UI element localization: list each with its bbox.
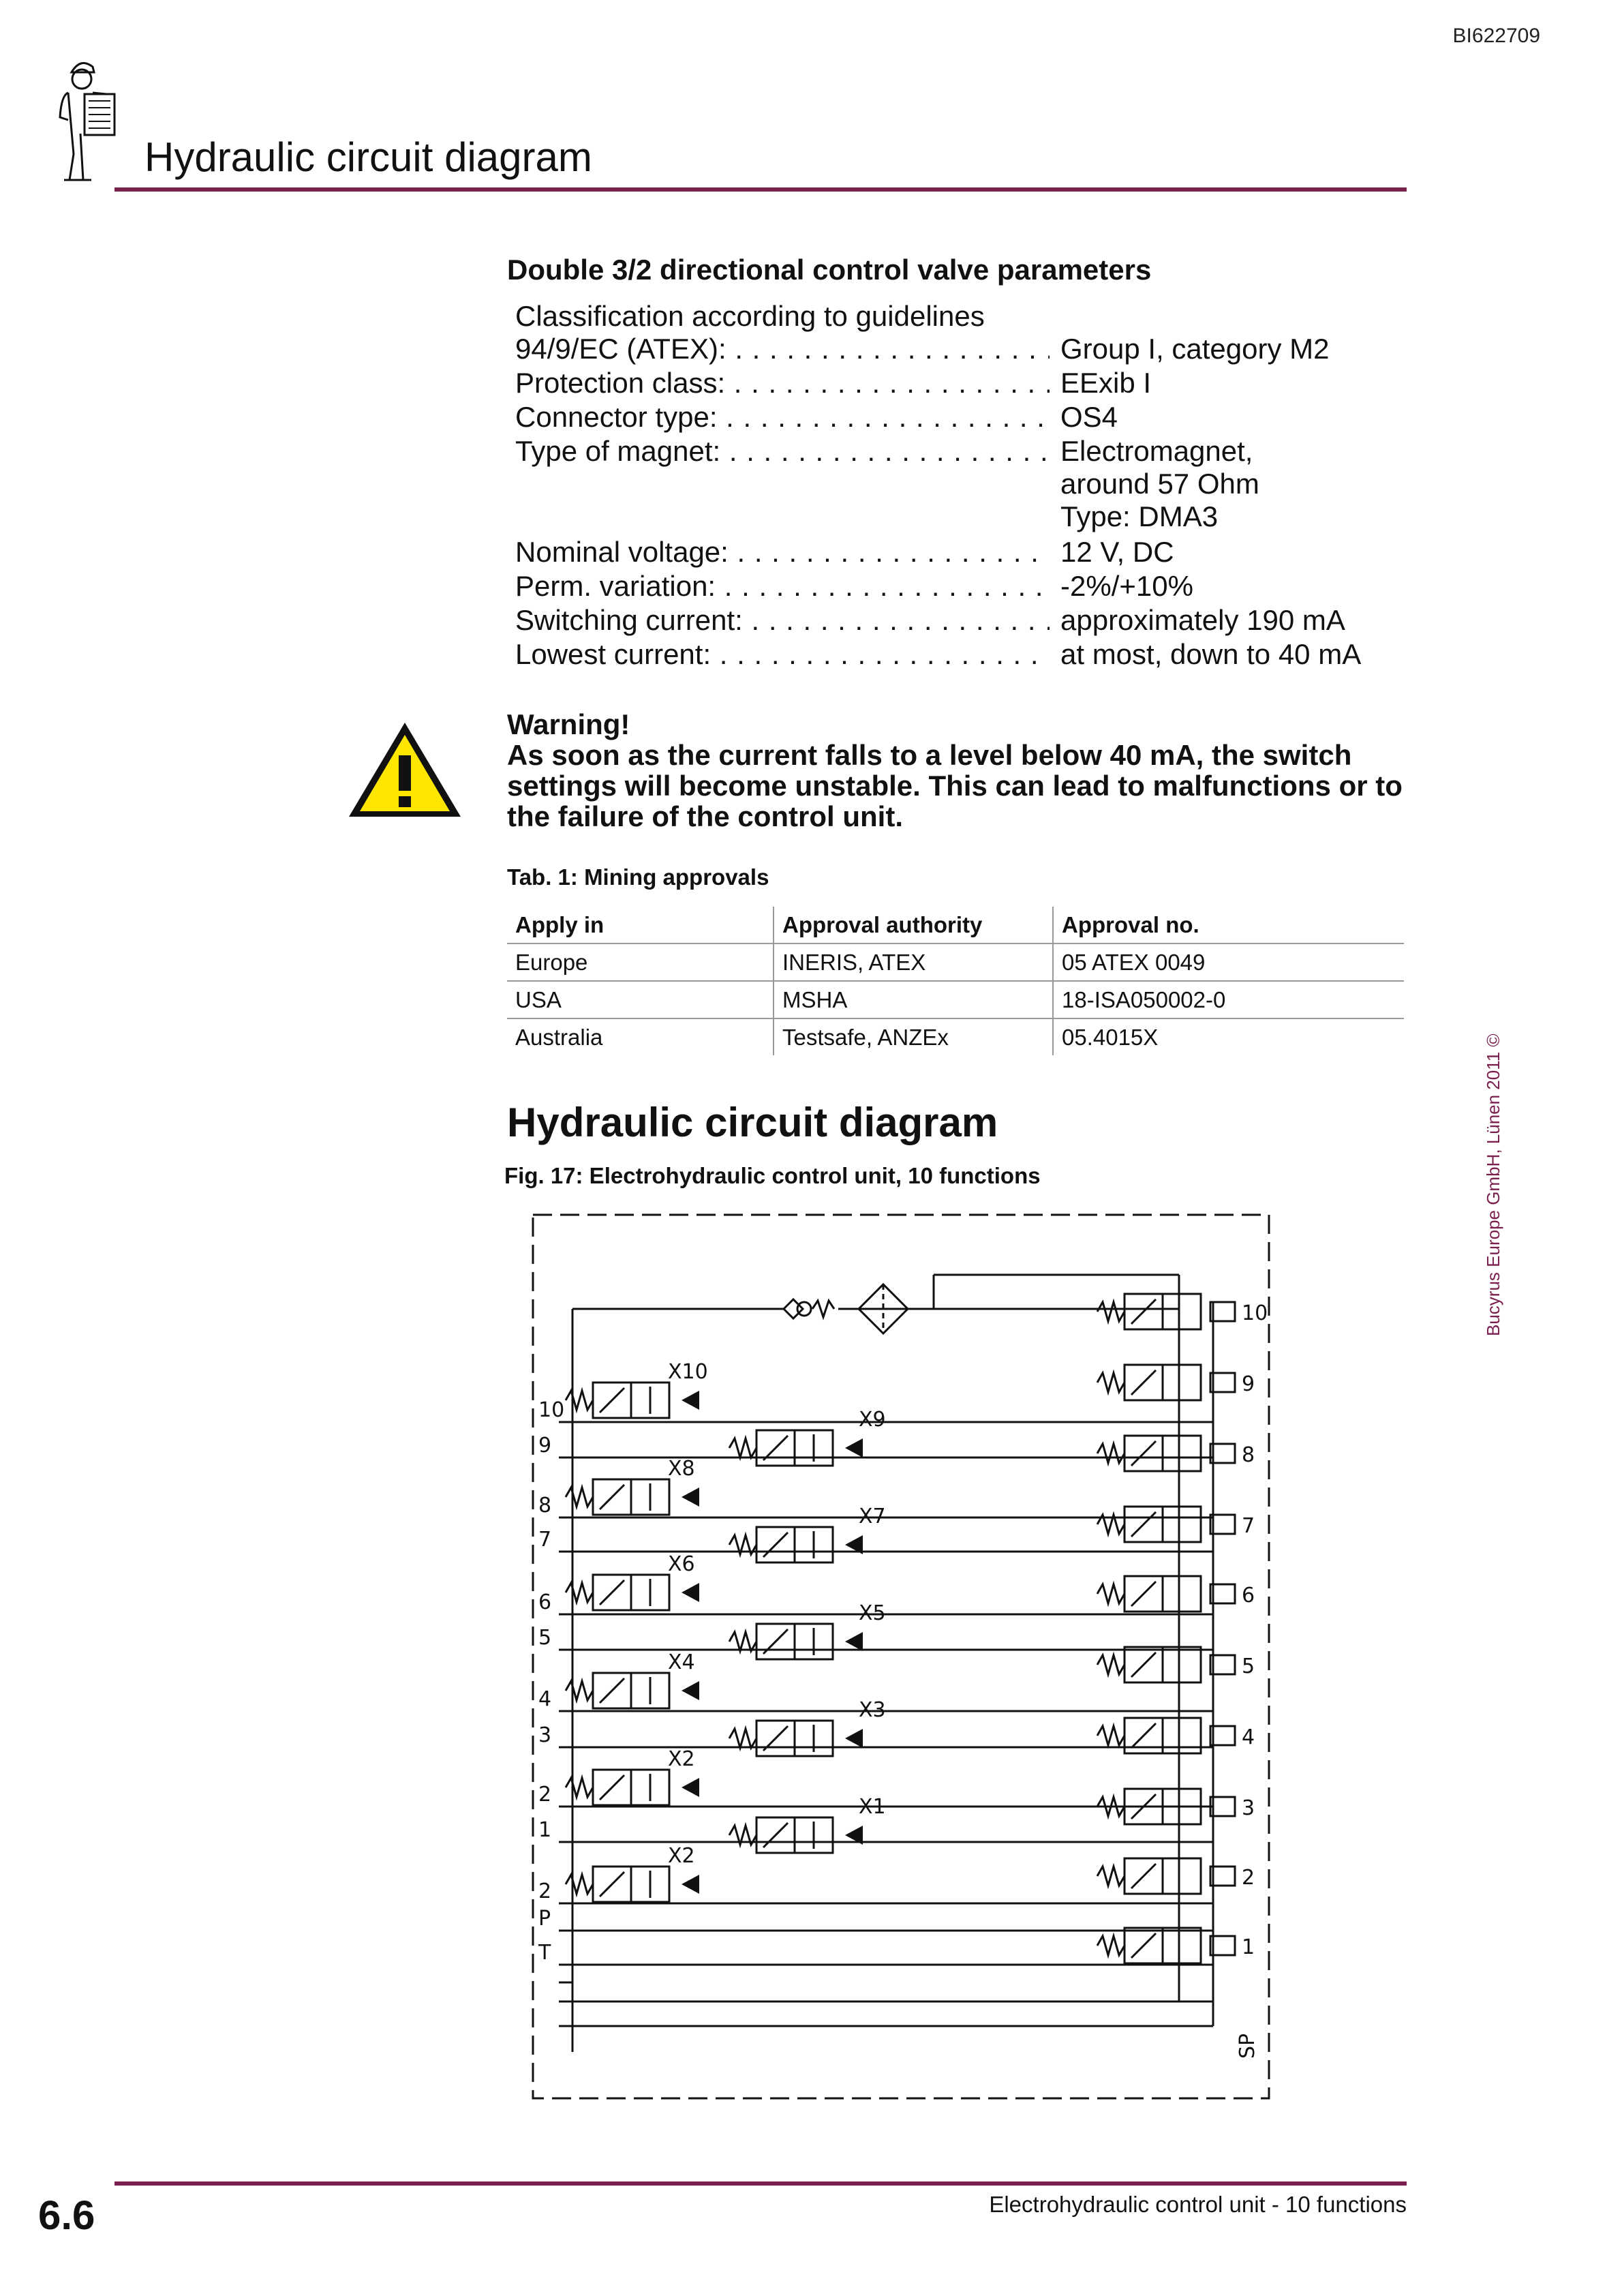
port-label: 3: [538, 1723, 552, 1747]
port-label: 2: [538, 1879, 552, 1903]
param-label: Connector type: . . .: [515, 401, 1050, 434]
valve-label: X1: [859, 1795, 886, 1819]
valve-symbol: [729, 1505, 886, 1562]
output-port-label: 7: [1242, 1514, 1255, 1538]
port-label: 9: [538, 1434, 552, 1457]
param-value: -2%/+10%: [1060, 570, 1193, 602]
output-valve: [1097, 1576, 1255, 1612]
figure-caption: Fig. 17: Electrohydraulic control unit, 10 functions: [504, 1163, 1041, 1188]
params-heading: Double 3/2 directional control valve parameters: [507, 254, 1152, 286]
table-row: [507, 981, 1404, 1018]
table-cell: 05 ATEX 0049: [1053, 943, 1404, 981]
valve-symbol: [729, 1795, 886, 1853]
column-header: Approval no.: [1053, 907, 1404, 943]
output-valve: [1097, 1647, 1255, 1682]
output-port-label: 8: [1242, 1443, 1255, 1467]
copyright-note: Bucyrus Europe GmbH, Lünen 2011 ©: [1483, 1033, 1503, 1336]
output-port-label: 4: [1242, 1725, 1255, 1749]
param-value: Electromagnet,: [1060, 435, 1253, 467]
param-label: 94/9/EC (ATEX): . . .: [515, 333, 1050, 365]
output-port-label: 1: [1242, 1935, 1255, 1959]
output-port-label: 6: [1242, 1584, 1255, 1607]
table-cell: MSHA: [774, 981, 1053, 1018]
output-valve: [1097, 1365, 1255, 1400]
param-value: at most, down to 40 mA: [1060, 638, 1362, 670]
table-row: [507, 943, 1404, 981]
valve-symbol: [566, 1552, 699, 1610]
param-label: Switching current: . . .: [515, 604, 1050, 637]
table-cell: 18-ISA050002-0: [1053, 981, 1404, 1018]
warning-block: [507, 709, 1420, 832]
output-valve: [1097, 1436, 1255, 1471]
valve-label: X3: [859, 1698, 886, 1722]
output-port-label: 3: [1242, 1796, 1255, 1820]
valve-label: X8: [668, 1457, 695, 1481]
output-valve: [1097, 1928, 1255, 1963]
approvals-table: [507, 907, 1404, 1055]
valve-label: X5: [859, 1601, 886, 1625]
port-label: T: [538, 1941, 551, 1965]
footer-divider: [114, 2181, 1407, 2186]
header-divider: [114, 187, 1407, 192]
port-label: 4: [538, 1687, 552, 1711]
port-label: 2: [538, 1783, 552, 1807]
output-port-label: 2: [1242, 1866, 1255, 1890]
port-label: 7: [538, 1528, 552, 1552]
column-header: Apply in: [507, 907, 774, 943]
warning-title: Warning!: [507, 708, 630, 740]
table-cell: Australia: [515, 1024, 603, 1050]
table-caption: Tab. 1: Mining approvals: [507, 864, 769, 890]
table-cell: 05.4015X: [1053, 1018, 1404, 1055]
param-label: Type of magnet: . . .: [515, 435, 1050, 468]
param-value: EExib I: [1060, 367, 1152, 399]
param-value: around 57 Ohm: [1060, 468, 1259, 500]
params-intro: Classification according to guidelines: [515, 300, 985, 332]
param-label: Nominal voltage: . . .: [515, 536, 1050, 569]
port-label: 1: [538, 1818, 552, 1842]
valve-symbol: [566, 1650, 699, 1708]
valve-label: X4: [668, 1650, 695, 1674]
valve-label: X10: [668, 1360, 708, 1384]
valve-symbol: [566, 1747, 699, 1805]
valve-label: X6: [668, 1552, 695, 1576]
output-valve: [1097, 1294, 1268, 1329]
valve-label: X2: [668, 1747, 695, 1771]
valve-symbol: [566, 1360, 708, 1418]
valve-symbol: [566, 1844, 699, 1902]
table-cell: Europe: [507, 943, 774, 981]
output-valve: [1097, 1507, 1255, 1542]
output-valve: [1097, 1858, 1255, 1894]
param-label: Protection class: . . .: [515, 367, 1050, 399]
param-label: Perm. variation: . . .: [515, 570, 1050, 603]
valve-label: X7: [859, 1505, 886, 1528]
port-label: 10: [538, 1398, 565, 1422]
valve-label: X9: [859, 1408, 886, 1432]
hydraulic-circuit-diagram: [498, 1200, 1281, 2113]
table-cell: Testsafe, ANZEx: [774, 1018, 1053, 1055]
section-heading: Hydraulic circuit diagram: [507, 1100, 998, 1145]
output-port-label: 10: [1242, 1301, 1268, 1325]
footer-title: Electrohydraulic control unit - 10 functions: [989, 2192, 1407, 2217]
port-label: 8: [538, 1494, 552, 1517]
port-label: 6: [538, 1590, 552, 1614]
output-port-label: 5: [1242, 1655, 1255, 1678]
valve-symbol: [566, 1457, 699, 1515]
output-port-label: 9: [1242, 1372, 1255, 1396]
worker-manual-icon: [48, 52, 136, 181]
table-cell: USA: [507, 981, 774, 1018]
table-cell: INERIS, ATEX: [774, 943, 1053, 981]
param-value: approximately 190 mA: [1060, 604, 1345, 636]
warning-icon: [345, 719, 465, 821]
param-value: OS4: [1060, 401, 1118, 433]
document-id: BI622709: [1452, 25, 1540, 47]
param-value: Type: DMA3: [1060, 500, 1219, 532]
sp-label: SP: [1236, 2033, 1259, 2059]
column-header: Approval authority: [774, 907, 1053, 943]
valve-label: X2: [668, 1844, 695, 1868]
warning-text: As soon as the current falls to a level below 40 mA, the switch settings will become unstable. This can lead to malfunctions or to the failure of the control unit.: [507, 739, 1403, 832]
page-header-title: Hydraulic circuit diagram: [144, 134, 592, 180]
port-label: P: [538, 1907, 551, 1931]
param-label: Lowest current: . . .: [515, 638, 1050, 671]
param-value: Group I, category M2: [1060, 333, 1330, 365]
table-header-row: [507, 907, 1404, 943]
param-value: 12 V, DC: [1060, 536, 1174, 568]
page-number: 6.6: [38, 2192, 95, 2238]
table-row: [507, 1018, 1404, 1055]
port-label: 5: [538, 1626, 552, 1650]
